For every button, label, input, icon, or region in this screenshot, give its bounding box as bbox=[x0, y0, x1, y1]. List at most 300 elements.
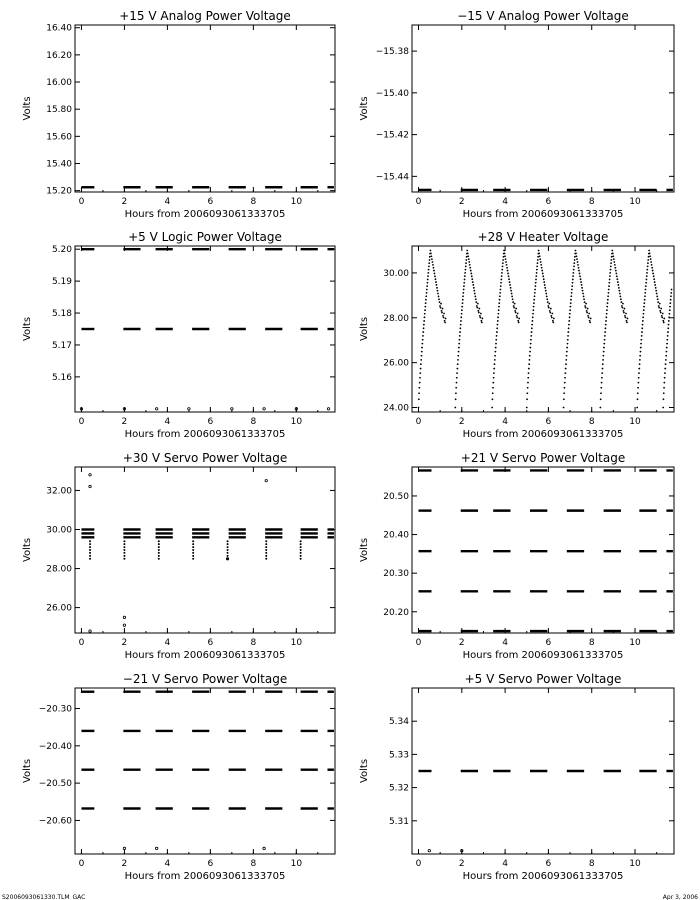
data-point-outlier bbox=[263, 408, 265, 410]
data-point bbox=[614, 267, 616, 269]
data-point bbox=[460, 316, 462, 318]
data-point bbox=[610, 262, 612, 264]
data-point bbox=[540, 261, 542, 263]
data-point bbox=[543, 278, 545, 280]
x-tick-label: 8 bbox=[250, 638, 257, 648]
data-point bbox=[459, 339, 461, 341]
data-point bbox=[300, 552, 302, 554]
data-point bbox=[300, 555, 302, 557]
x-tick-label: 4 bbox=[164, 638, 171, 648]
data-point bbox=[192, 546, 194, 548]
data-point bbox=[419, 377, 421, 379]
data-point bbox=[644, 292, 646, 294]
chart-panel-6 bbox=[359, 451, 674, 661]
data-point bbox=[534, 285, 536, 287]
data-point bbox=[655, 290, 657, 292]
data-point bbox=[494, 355, 496, 357]
x-tick-label: 0 bbox=[415, 638, 422, 648]
y-tick-label: −15.40 bbox=[375, 88, 409, 99]
data-point bbox=[470, 270, 472, 272]
data-point bbox=[89, 543, 91, 545]
data-point bbox=[663, 387, 665, 389]
data-point bbox=[423, 324, 425, 326]
data-layer bbox=[418, 250, 673, 409]
data-point bbox=[192, 543, 194, 545]
data-point bbox=[608, 289, 610, 291]
data-point-outlier bbox=[123, 847, 125, 849]
data-point bbox=[265, 543, 267, 545]
data-point bbox=[576, 255, 578, 257]
y-axis-label: Volts bbox=[359, 758, 370, 784]
y-tick-label: 28.00 bbox=[383, 313, 409, 324]
data-point bbox=[433, 270, 435, 272]
data-point bbox=[158, 543, 160, 545]
data-point bbox=[602, 368, 604, 370]
data-point bbox=[641, 327, 643, 329]
data-point bbox=[669, 309, 671, 311]
data-point bbox=[653, 278, 655, 280]
data-point bbox=[602, 359, 604, 361]
data-point bbox=[601, 372, 603, 374]
data-point bbox=[123, 540, 125, 542]
x-axis-label: Hours from 2006093061333705 bbox=[462, 650, 624, 661]
data-point bbox=[435, 281, 437, 283]
data-point bbox=[586, 312, 588, 314]
data-point bbox=[427, 275, 429, 277]
data-point bbox=[600, 392, 602, 394]
data-point bbox=[646, 275, 648, 277]
data-point bbox=[617, 284, 619, 286]
chart-title: +15 V Analog Power Voltage bbox=[119, 9, 291, 23]
data-point bbox=[655, 287, 657, 289]
data-point bbox=[503, 256, 505, 258]
data-point bbox=[526, 398, 528, 400]
y-tick-label: −20.30 bbox=[38, 704, 72, 715]
data-point bbox=[546, 298, 548, 300]
data-point bbox=[468, 261, 470, 263]
chart-panel-4 bbox=[359, 230, 674, 440]
data-point bbox=[601, 382, 603, 384]
data-point bbox=[422, 335, 424, 337]
x-tick-label: 0 bbox=[415, 417, 422, 427]
data-point bbox=[547, 305, 549, 307]
data-point bbox=[536, 269, 538, 271]
data-point bbox=[495, 339, 497, 341]
data-point bbox=[607, 302, 609, 304]
data-point bbox=[420, 368, 422, 370]
data-point bbox=[661, 317, 663, 319]
data-point bbox=[663, 318, 665, 320]
data-point bbox=[158, 558, 160, 560]
y-tick-label: 30.00 bbox=[383, 268, 409, 279]
plot-frame bbox=[75, 688, 335, 854]
data-point bbox=[469, 267, 471, 269]
data-point bbox=[456, 382, 458, 384]
data-point bbox=[474, 296, 476, 298]
data-point bbox=[517, 313, 519, 315]
data-point bbox=[534, 292, 536, 294]
data-point bbox=[572, 282, 574, 284]
x-tick-label: 4 bbox=[164, 417, 171, 427]
data-point bbox=[511, 293, 513, 295]
y-tick-label: 26.00 bbox=[46, 603, 72, 614]
data-point bbox=[89, 546, 91, 548]
x-tick-label: 2 bbox=[458, 417, 465, 427]
data-point bbox=[642, 324, 644, 326]
data-point bbox=[455, 392, 457, 394]
data-point bbox=[431, 258, 433, 260]
data-point bbox=[528, 372, 530, 374]
data-point-outlier bbox=[89, 630, 91, 632]
x-tick-label: 6 bbox=[545, 859, 552, 869]
data-point bbox=[622, 303, 624, 305]
data-point bbox=[666, 343, 668, 345]
data-point bbox=[513, 307, 515, 309]
footer-filename: S2006093061330.TLM_GAC bbox=[2, 894, 86, 900]
x-tick-label: 2 bbox=[121, 197, 128, 207]
data-point bbox=[505, 261, 507, 263]
data-point bbox=[466, 250, 468, 252]
data-point bbox=[604, 335, 606, 337]
data-point bbox=[647, 259, 649, 261]
x-tick-label: 10 bbox=[629, 417, 641, 427]
data-point bbox=[498, 306, 500, 308]
data-point bbox=[437, 290, 439, 292]
data-point bbox=[265, 558, 267, 560]
data-point bbox=[499, 292, 501, 294]
data-point bbox=[534, 295, 536, 297]
data-point bbox=[567, 343, 569, 345]
data-point bbox=[494, 351, 496, 353]
data-point bbox=[642, 320, 644, 322]
x-tick-label: 4 bbox=[502, 638, 508, 648]
data-point bbox=[605, 327, 607, 329]
data-point bbox=[458, 347, 460, 349]
data-point bbox=[420, 359, 422, 361]
data-point bbox=[603, 351, 605, 353]
data-point bbox=[646, 279, 648, 281]
data-point bbox=[566, 347, 568, 349]
data-point bbox=[586, 310, 588, 312]
data-point bbox=[656, 293, 658, 295]
data-point bbox=[657, 301, 659, 303]
data-point bbox=[527, 387, 529, 389]
data-point bbox=[664, 368, 666, 370]
data-point bbox=[564, 372, 566, 374]
data-point bbox=[439, 301, 441, 303]
data-point bbox=[504, 252, 506, 254]
data-point bbox=[460, 324, 462, 326]
data-point bbox=[89, 549, 91, 551]
data-point bbox=[625, 317, 627, 319]
data-point bbox=[528, 363, 530, 365]
data-point bbox=[227, 540, 229, 542]
data-point bbox=[548, 307, 550, 309]
data-point bbox=[664, 377, 666, 379]
data-point bbox=[481, 318, 483, 320]
data-point bbox=[437, 293, 439, 295]
data-point bbox=[529, 359, 531, 361]
data-point bbox=[613, 261, 615, 263]
data-point bbox=[506, 267, 508, 269]
data-point bbox=[644, 299, 646, 301]
y-tick-label: −15.38 bbox=[375, 47, 409, 58]
data-point bbox=[570, 299, 572, 301]
data-point bbox=[575, 250, 577, 252]
data-point bbox=[123, 549, 125, 551]
data-point bbox=[643, 306, 645, 308]
data-point bbox=[572, 279, 574, 281]
data-point-outlier bbox=[263, 847, 265, 849]
data-point bbox=[454, 407, 456, 409]
data-point bbox=[607, 299, 609, 301]
data-point bbox=[421, 343, 423, 345]
data-point bbox=[651, 264, 653, 266]
y-tick-label: 30.00 bbox=[46, 525, 72, 536]
data-point bbox=[648, 250, 650, 252]
data-point bbox=[504, 255, 506, 257]
data-point bbox=[506, 264, 508, 266]
x-tick-label: 4 bbox=[502, 417, 508, 427]
chart-panel-5 bbox=[22, 451, 335, 661]
data-point bbox=[660, 312, 662, 314]
data-point bbox=[650, 258, 652, 260]
data-point bbox=[89, 555, 91, 557]
data-point bbox=[421, 347, 423, 349]
data-point bbox=[666, 347, 668, 349]
data-point bbox=[468, 258, 470, 260]
data-layer bbox=[418, 771, 672, 852]
x-tick-label: 10 bbox=[290, 417, 303, 427]
data-point bbox=[472, 284, 474, 286]
data-point bbox=[645, 289, 647, 291]
data-point bbox=[565, 363, 567, 365]
data-point bbox=[158, 555, 160, 557]
data-point bbox=[418, 387, 420, 389]
y-tick-label: −15.42 bbox=[375, 130, 409, 141]
chart-title: +5 V Servo Power Voltage bbox=[464, 672, 622, 686]
data-point bbox=[461, 313, 463, 315]
data-point bbox=[265, 546, 267, 548]
data-point bbox=[123, 558, 125, 560]
data-point bbox=[459, 331, 461, 333]
data-point bbox=[580, 281, 582, 283]
data-point bbox=[459, 327, 461, 329]
data-point bbox=[667, 327, 669, 329]
data-point bbox=[602, 363, 604, 365]
x-tick-label: 0 bbox=[78, 197, 85, 207]
data-point bbox=[455, 387, 457, 389]
data-point bbox=[648, 256, 650, 258]
data-point bbox=[265, 555, 267, 557]
data-point bbox=[462, 299, 464, 301]
data-point bbox=[419, 372, 421, 374]
data-point bbox=[476, 307, 478, 309]
data-point bbox=[564, 382, 566, 384]
data-point bbox=[470, 273, 472, 275]
data-point bbox=[581, 287, 583, 289]
data-point bbox=[518, 318, 520, 320]
data-point bbox=[549, 310, 551, 312]
data-point bbox=[654, 281, 656, 283]
data-point bbox=[518, 322, 520, 324]
data-point bbox=[541, 267, 543, 269]
data-point bbox=[669, 313, 671, 315]
data-point bbox=[462, 302, 464, 304]
y-axis-label: Volts bbox=[22, 316, 33, 342]
data-point bbox=[646, 269, 648, 271]
data-point-outlier bbox=[123, 616, 125, 618]
data-point bbox=[569, 316, 571, 318]
data-point bbox=[460, 320, 462, 322]
data-point bbox=[587, 308, 589, 310]
data-point bbox=[608, 292, 610, 294]
data-point bbox=[584, 305, 586, 307]
data-point bbox=[640, 339, 642, 341]
data-point bbox=[424, 313, 426, 315]
data-point bbox=[637, 387, 639, 389]
data-point bbox=[573, 269, 575, 271]
data-point bbox=[573, 262, 575, 264]
data-point bbox=[600, 387, 602, 389]
data-point bbox=[496, 327, 498, 329]
x-tick-label: 2 bbox=[121, 417, 128, 427]
data-point bbox=[500, 282, 502, 284]
data-point bbox=[639, 359, 641, 361]
data-point bbox=[567, 331, 569, 333]
data-point-outlier bbox=[428, 849, 430, 851]
data-point bbox=[589, 320, 591, 322]
data-point bbox=[465, 259, 467, 261]
x-tick-label: 8 bbox=[588, 417, 595, 427]
data-point bbox=[611, 256, 613, 258]
data-point bbox=[638, 368, 640, 370]
data-point bbox=[463, 289, 465, 291]
data-point bbox=[428, 262, 430, 264]
data-point bbox=[663, 322, 665, 324]
y-axis-label: Volts bbox=[22, 96, 33, 121]
data-point bbox=[123, 555, 125, 557]
chart-title: −21 V Servo Power Voltage bbox=[122, 672, 288, 686]
data-point bbox=[601, 377, 603, 379]
y-tick-label: 26.00 bbox=[383, 358, 409, 369]
x-tick-label: 6 bbox=[207, 417, 214, 427]
data-point bbox=[456, 377, 458, 379]
data-point bbox=[667, 335, 669, 337]
data-point bbox=[588, 313, 590, 315]
data-point bbox=[430, 250, 432, 252]
data-point bbox=[436, 287, 438, 289]
y-tick-label: 5.18 bbox=[51, 309, 72, 320]
data-point bbox=[424, 316, 426, 318]
data-point bbox=[300, 558, 302, 560]
data-point bbox=[464, 272, 466, 274]
data-point bbox=[527, 382, 529, 384]
data-point bbox=[577, 264, 579, 266]
x-tick-label: 0 bbox=[415, 859, 422, 869]
chart-title: −15 V Analog Power Voltage bbox=[457, 9, 629, 23]
data-point bbox=[498, 302, 500, 304]
data-point bbox=[574, 256, 576, 258]
data-point bbox=[526, 407, 528, 409]
data-point bbox=[604, 339, 606, 341]
data-point bbox=[570, 306, 572, 308]
data-layer bbox=[81, 474, 333, 633]
data-point bbox=[507, 273, 509, 275]
x-axis-label: Hours from 2006093061333705 bbox=[462, 871, 624, 882]
data-point bbox=[624, 315, 626, 317]
data-point bbox=[434, 273, 436, 275]
chart-panel-7 bbox=[22, 672, 335, 882]
data-point bbox=[421, 355, 423, 357]
data-point bbox=[552, 320, 554, 322]
data-point bbox=[530, 335, 532, 337]
x-axis-label: Hours from 2006093061333705 bbox=[462, 209, 624, 220]
plot-frame bbox=[75, 25, 335, 192]
data-point bbox=[443, 317, 445, 319]
data-point bbox=[640, 351, 642, 353]
data-point bbox=[479, 317, 481, 319]
data-point bbox=[551, 313, 553, 315]
data-point bbox=[666, 351, 668, 353]
data-point bbox=[647, 262, 649, 264]
data-point bbox=[300, 543, 302, 545]
data-point bbox=[420, 363, 422, 365]
data-point bbox=[637, 392, 639, 394]
data-point bbox=[89, 540, 91, 542]
data-point bbox=[542, 273, 544, 275]
data-point bbox=[457, 355, 459, 357]
x-tick-label: 8 bbox=[250, 197, 257, 207]
data-point bbox=[607, 295, 609, 297]
y-tick-label: 15.40 bbox=[46, 159, 72, 170]
data-point bbox=[580, 278, 582, 280]
data-point bbox=[566, 351, 568, 353]
data-layer bbox=[418, 470, 672, 631]
x-tick-label: 2 bbox=[121, 638, 128, 648]
data-point bbox=[427, 272, 429, 274]
data-point bbox=[568, 327, 570, 329]
data-point-outlier bbox=[265, 479, 267, 481]
data-point bbox=[583, 298, 585, 300]
data-point bbox=[545, 293, 547, 295]
y-tick-label: 28.00 bbox=[46, 564, 72, 575]
data-point bbox=[564, 387, 566, 389]
data-point bbox=[465, 262, 467, 264]
data-point bbox=[576, 258, 578, 260]
data-point bbox=[533, 302, 535, 304]
data-point bbox=[440, 303, 442, 305]
data-point bbox=[565, 368, 567, 370]
data-point bbox=[438, 298, 440, 300]
data-point bbox=[606, 313, 608, 315]
data-point bbox=[467, 252, 469, 254]
data-point bbox=[542, 275, 544, 277]
data-point bbox=[657, 298, 659, 300]
data-point-outlier bbox=[89, 485, 91, 487]
x-axis-label: Hours from 2006093061333705 bbox=[124, 429, 286, 440]
data-point bbox=[492, 392, 494, 394]
data-point bbox=[663, 398, 665, 400]
x-tick-label: 10 bbox=[629, 859, 641, 869]
data-point bbox=[547, 301, 549, 303]
data-point bbox=[666, 339, 668, 341]
data-point bbox=[606, 306, 608, 308]
data-point bbox=[582, 290, 584, 292]
data-point bbox=[501, 272, 503, 274]
x-tick-label: 8 bbox=[588, 197, 595, 207]
y-tick-label: 16.20 bbox=[46, 50, 72, 61]
